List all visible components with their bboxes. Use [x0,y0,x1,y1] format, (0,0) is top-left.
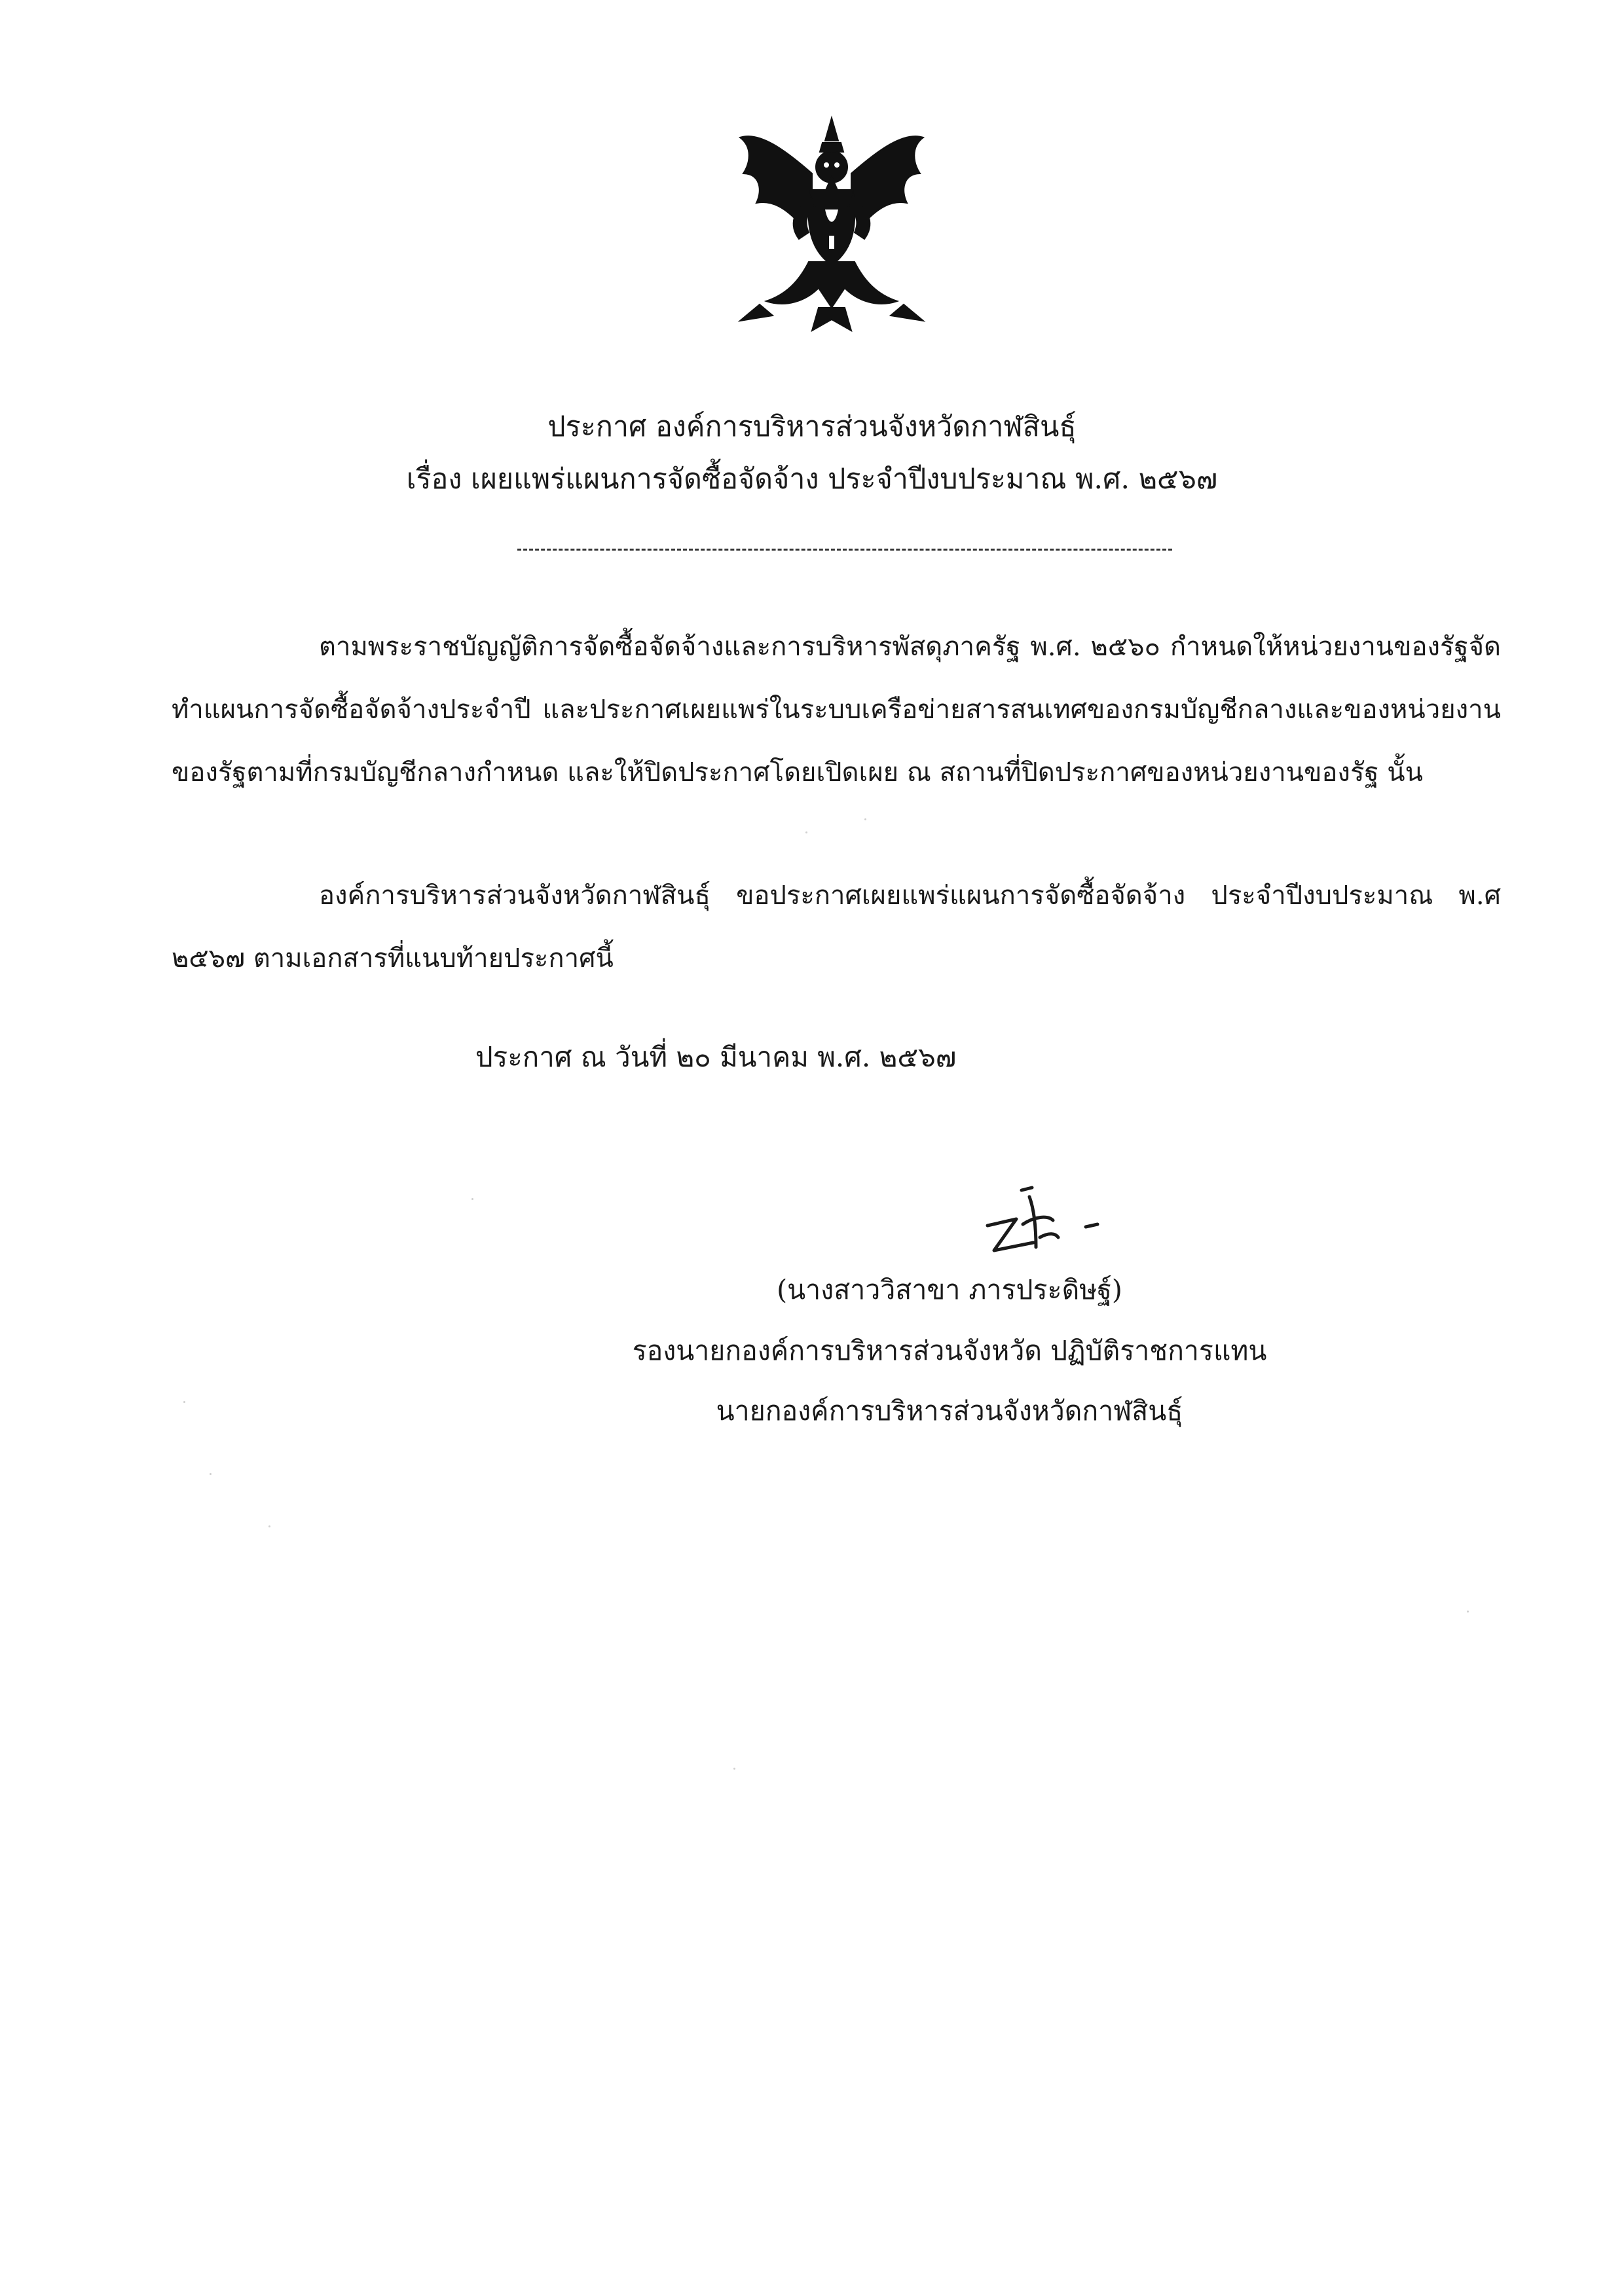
scan-speck [268,1525,270,1527]
scan-speck [805,831,807,833]
scan-speck [733,1768,735,1770]
scan-speck [471,1198,473,1200]
handwritten-signature [976,1185,1126,1264]
scan-speck [864,818,866,820]
announcement-subject: เรื่อง เผยแพร่แผนการจัดซื้อจัดจ้าง ประจำปีงบประมาณ พ.ศ. ๒๕๖๗ [406,463,1218,496]
separator-line [517,549,1172,553]
signatory-organization: นายกองค์การบริหารส่วนจังหวัดกาฬสินธุ์ [716,1395,1183,1427]
signatory-name: (นางสาววิสาขา ภารประดิษฐ์) [777,1274,1122,1305]
announcement-title: ประกาศ องค์การบริหารส่วนจังหวัดกาฬสินธุ์ [547,410,1077,443]
garuda-emblem-icon [733,111,930,340]
body-paragraph-1: ตามพระราชบัญญัติการจัดซื้อจัดจ้างและการบริหารพัสดุภาครัฐ พ.ศ. ๒๕๖๐ กำหนดให้หน่วยงานของรัฐจัดทำแผนการจัดซื้อจัดจ้างประจำปี และประกาศเผยแพร่ในระบบเครือข่ายสารสนเทศของกรมบัญชีกลางและของหน่วยงานของรัฐตามที่กรมบัญชีกลางกำหนด และให้ปิดประกาศโดยเปิดเผย ณ สถานที่ปิดประกาศของหน่วยงานของรัฐ นั้น [172,632,1501,788]
scan-speck [1467,1611,1469,1613]
scan-speck [210,1473,212,1475]
announcement-date: ประกาศ ณ วันที่ ๒๐ มีนาคม พ.ศ. ๒๕๖๗ [475,1041,957,1073]
body-paragraph-2: องค์การบริหารส่วนจังหวัดกาฬสินธุ์ ขอประกาศเผยแพร่แผนการจัดซื้อจัดจ้าง ประจำปีงบประมาณ พ.ศ ๒๕๖๗ ตามเอกสารที่แนบท้ายประกาศนี้ [172,881,1501,974]
scan-speck [183,1401,185,1403]
signatory-position: รองนายกองค์การบริหารส่วนจังหวัด ปฏิบัติราชการแทน [632,1335,1267,1366]
